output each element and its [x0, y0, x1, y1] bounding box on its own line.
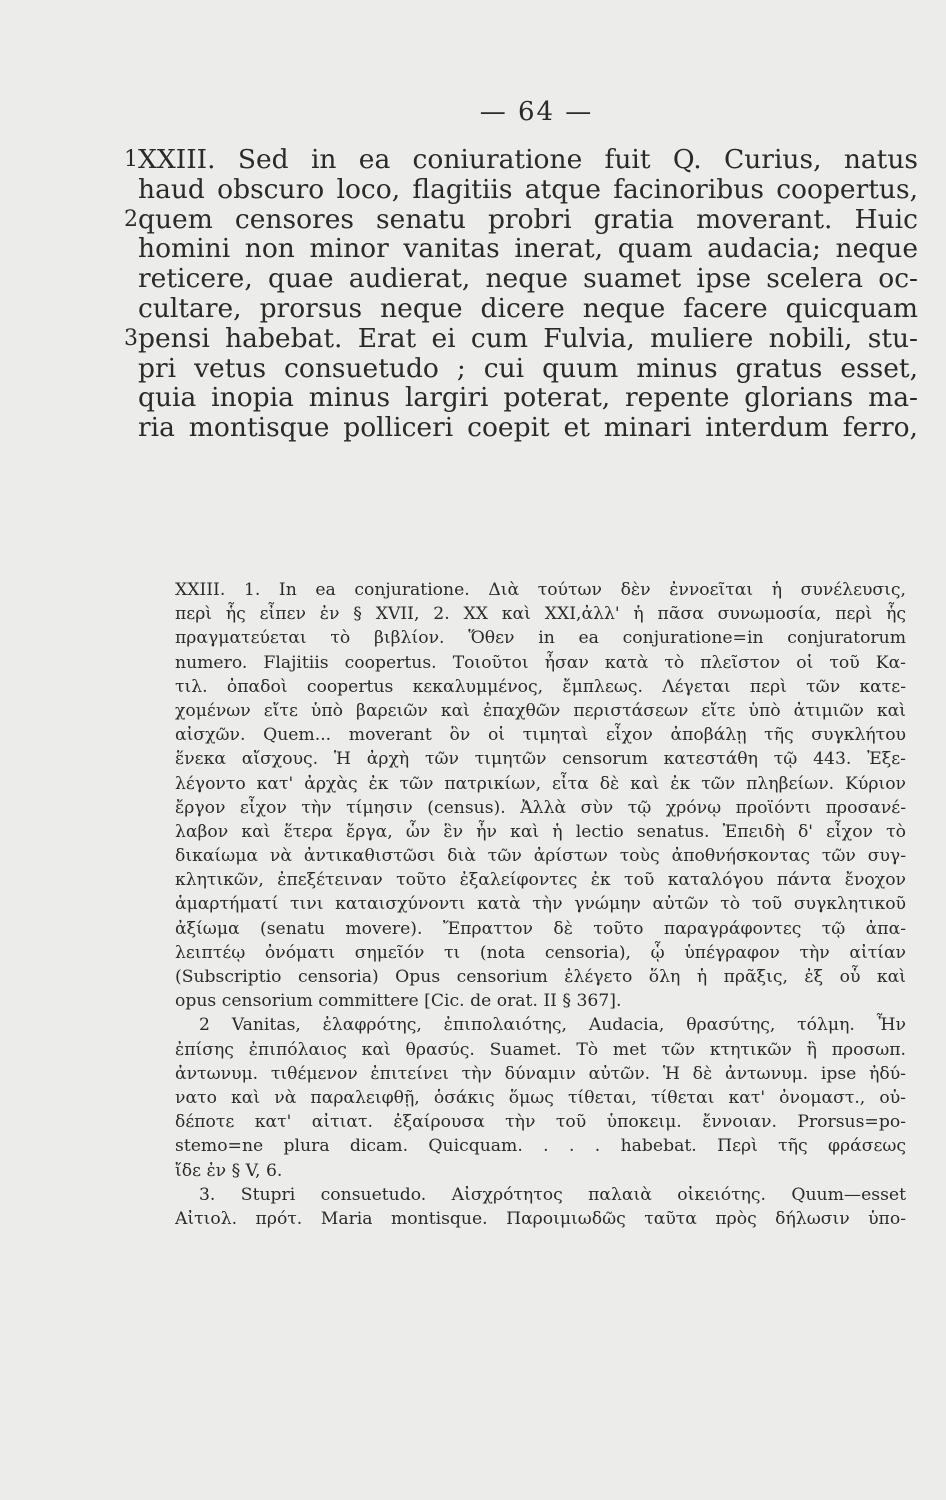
note-line: Αἰτιολ. πρότ. Maria montisque. Παροιμιωδῶς ταῦτα πρὸς δήλωσιν ὑπο-: [175, 1208, 906, 1229]
main-text-content: quia inopia minus largiri poterat, repente glorians ma-: [138, 382, 918, 414]
page-number: — 64 —: [479, 97, 594, 127]
note-line: δέποτε κατ' αἰτιατ. ἐξαίρουσα τὴν τοῦ ὑποκειμ. ἔννοιαν. Prorsus=po-: [175, 1112, 906, 1133]
main-text-content: pri vetus consuetudo ; cui quum minus gratus esset,: [138, 352, 918, 384]
note-line: 2 Vanitas, ἐλαφρότης, ἐπιπολαιότης, Audacia, θρασύτης, τόλμη. Ἦν: [199, 1015, 906, 1036]
main-text-content: reticere, quae audierat, neque suamet ipse scelera oc-: [138, 263, 918, 295]
note-line: ἴδε ἐν § V, 6.: [175, 1160, 283, 1181]
note-line: δικαίωμα νὰ ἀντικαθιστῶσι διὰ τῶν ἀρίστων τοὺς ἀποθνήσκοντας τῶν συγ-: [175, 846, 906, 867]
note-line: opus censorium committere [Cic. de orat. II § 367].: [175, 991, 622, 1012]
main-text-line: [138, 413, 918, 443]
main-text: [124, 144, 918, 444]
main-text-line: [138, 264, 918, 294]
main-text-content: cultare, prorsus neque dicere neque facere quicquam: [138, 292, 918, 324]
note-line: πραγματεύεται τὸ βιβλίον. Ὅθεν in ea conjuratione=in conjuratorum: [175, 628, 906, 649]
section-number: 3: [124, 325, 138, 351]
main-text-line: [138, 294, 918, 324]
main-text-content: pensi habebat. Erat ei cum Fulvia, muliere nobili, stu-: [138, 322, 918, 354]
note-line: ἐπίσης ἐπιπόλαιος καὶ θρασύς. Suamet. Τὸ met τῶν κτητικῶν ἢ προσωπ.: [175, 1039, 906, 1060]
note-line: περὶ ἧς εἶπεν ἐν § XVII, 2. XX καὶ XXI,ἀλλ' ἡ πᾶσα συνωμοσία, περὶ ἧς: [175, 604, 906, 625]
note-line: λέγοντο κατ' ἀρχὰς ἐκ τῶν πατρικίων, εἶτα δὲ καὶ ἐκ τῶν πληβείων. Κύριον: [175, 773, 906, 794]
note-line: αἰσχῶν. Quem... moverant ὃν οἱ τιμηταὶ εἶχον ἀποβάλῃ τῆς συγκλήτου: [175, 725, 906, 746]
main-text-content: XXIII. Sed in ea coniuratione fuit Q. Curius, natus: [138, 144, 918, 175]
note-line: ἀντωνυμ. τιθέμενον ἐπιτείνει τὴν δύναμιν αὐτῶν. Ἡ δὲ ἀντωνυμ. ipse ἠδύ-: [175, 1063, 906, 1084]
note-line: XXIII. 1. In ea conjuratione. Διὰ τούτων δὲν ἐννοεῖται ἡ συνέλευσις,: [175, 580, 906, 600]
note-line: ἔργον εἶχον τὴν τίμησιν (census). Ἀλλὰ σὺν τῷ χρόνῳ προϊόντι προσανέ-: [175, 797, 906, 818]
note-line: λαβον καὶ ἕτερα ἔργα, ὧν ἓν ἦν καὶ ἡ lectio senatus. Ἐπειδὴ δ' εἶχον τὸ: [175, 821, 906, 842]
section-number: 1: [124, 147, 138, 172]
commentary-notes: [175, 578, 906, 1231]
main-text-line: [138, 234, 918, 264]
note-line: κλητικῶν, ἐπεξέτειναν τοῦτο ἐξαλείφοντες ἐκ τοῦ καταλόγου πάντα ἔνοχον: [175, 870, 906, 891]
main-text-line: [138, 175, 918, 205]
main-text-line: [124, 144, 918, 175]
note-line: (Subscriptio censoria) Opus censorium ἐλέγετο ὅλη ἡ πρᾶξις, ἐξ οὗ καὶ: [175, 967, 906, 987]
note-line: νατο καὶ νὰ παραλειφθῇ, ὁσάκις ὅμως τίθεται, τίθεται κατ' ὀνομαστ., οὐ-: [175, 1087, 906, 1108]
note-line: τιλ. ὀπαδοὶ coopertus κεκαλυμμένος, ἔμπλεως. Λέγεται περὶ τῶν κατε-: [175, 676, 906, 697]
main-text-line: [124, 203, 918, 235]
note-line: ἀξίωμα (senatu movere). Ἔπραττον δὲ τοῦτο παραγράφοντες τῷ ἀπα-: [175, 918, 906, 939]
main-text-content: quem censores senatu probri gratia moverant. Huic: [138, 203, 918, 235]
note-line: numero. Flajitiis coopertus. Τοιοῦτοι ἦσαν κατὰ τὸ πλεῖστον οἱ τοῦ Κα-: [175, 652, 906, 673]
note-line: ἁμαρτήματί τινι καταισχύνοντι κατὰ τὴν γνώμην αὐτῶν τὸ τοῦ συγκλητικοῦ: [175, 894, 906, 915]
main-text-line: [124, 322, 918, 354]
note-line: 3. Stupri consuetudo. Αἰσχρότητος παλαιὰ οἰκειότης. Quum—esset: [199, 1184, 906, 1205]
main-text-content: homini non minor vanitas inerat, quam audacia; neque: [138, 233, 918, 265]
note-line: χομένων εἴτε ὑπὸ βαρειῶν καὶ ἐπαχθῶν περιστάσεων εἴτε ὑπὸ ἀτιμιῶν καὶ: [175, 700, 906, 721]
note-line: λειπτέῳ ὀνόματι σημεῖόν τι (nota censoria), ᾧ ὑπέγραφον τὴν αἰτίαν: [175, 942, 906, 963]
note-line: stemo=ne plura dicam. Quicquam. . . . habebat. Περὶ τῆς φράσεως: [175, 1136, 906, 1157]
main-text-line: [138, 383, 918, 413]
main-text-line: [138, 354, 918, 384]
main-text-content: haud obscuro loco, flagitiis atque facinoribus coopertus,: [138, 173, 918, 205]
section-number: 2: [124, 206, 138, 232]
main-text-content: ria montisque polliceri coepit et minari interdum ferro,: [138, 412, 918, 444]
note-line: ἕνεκα αἴσχους. Ἡ ἀρχὴ τῶν τιμητῶν censorum κατεστάθη τῷ 443. Ἐξε-: [175, 749, 906, 770]
